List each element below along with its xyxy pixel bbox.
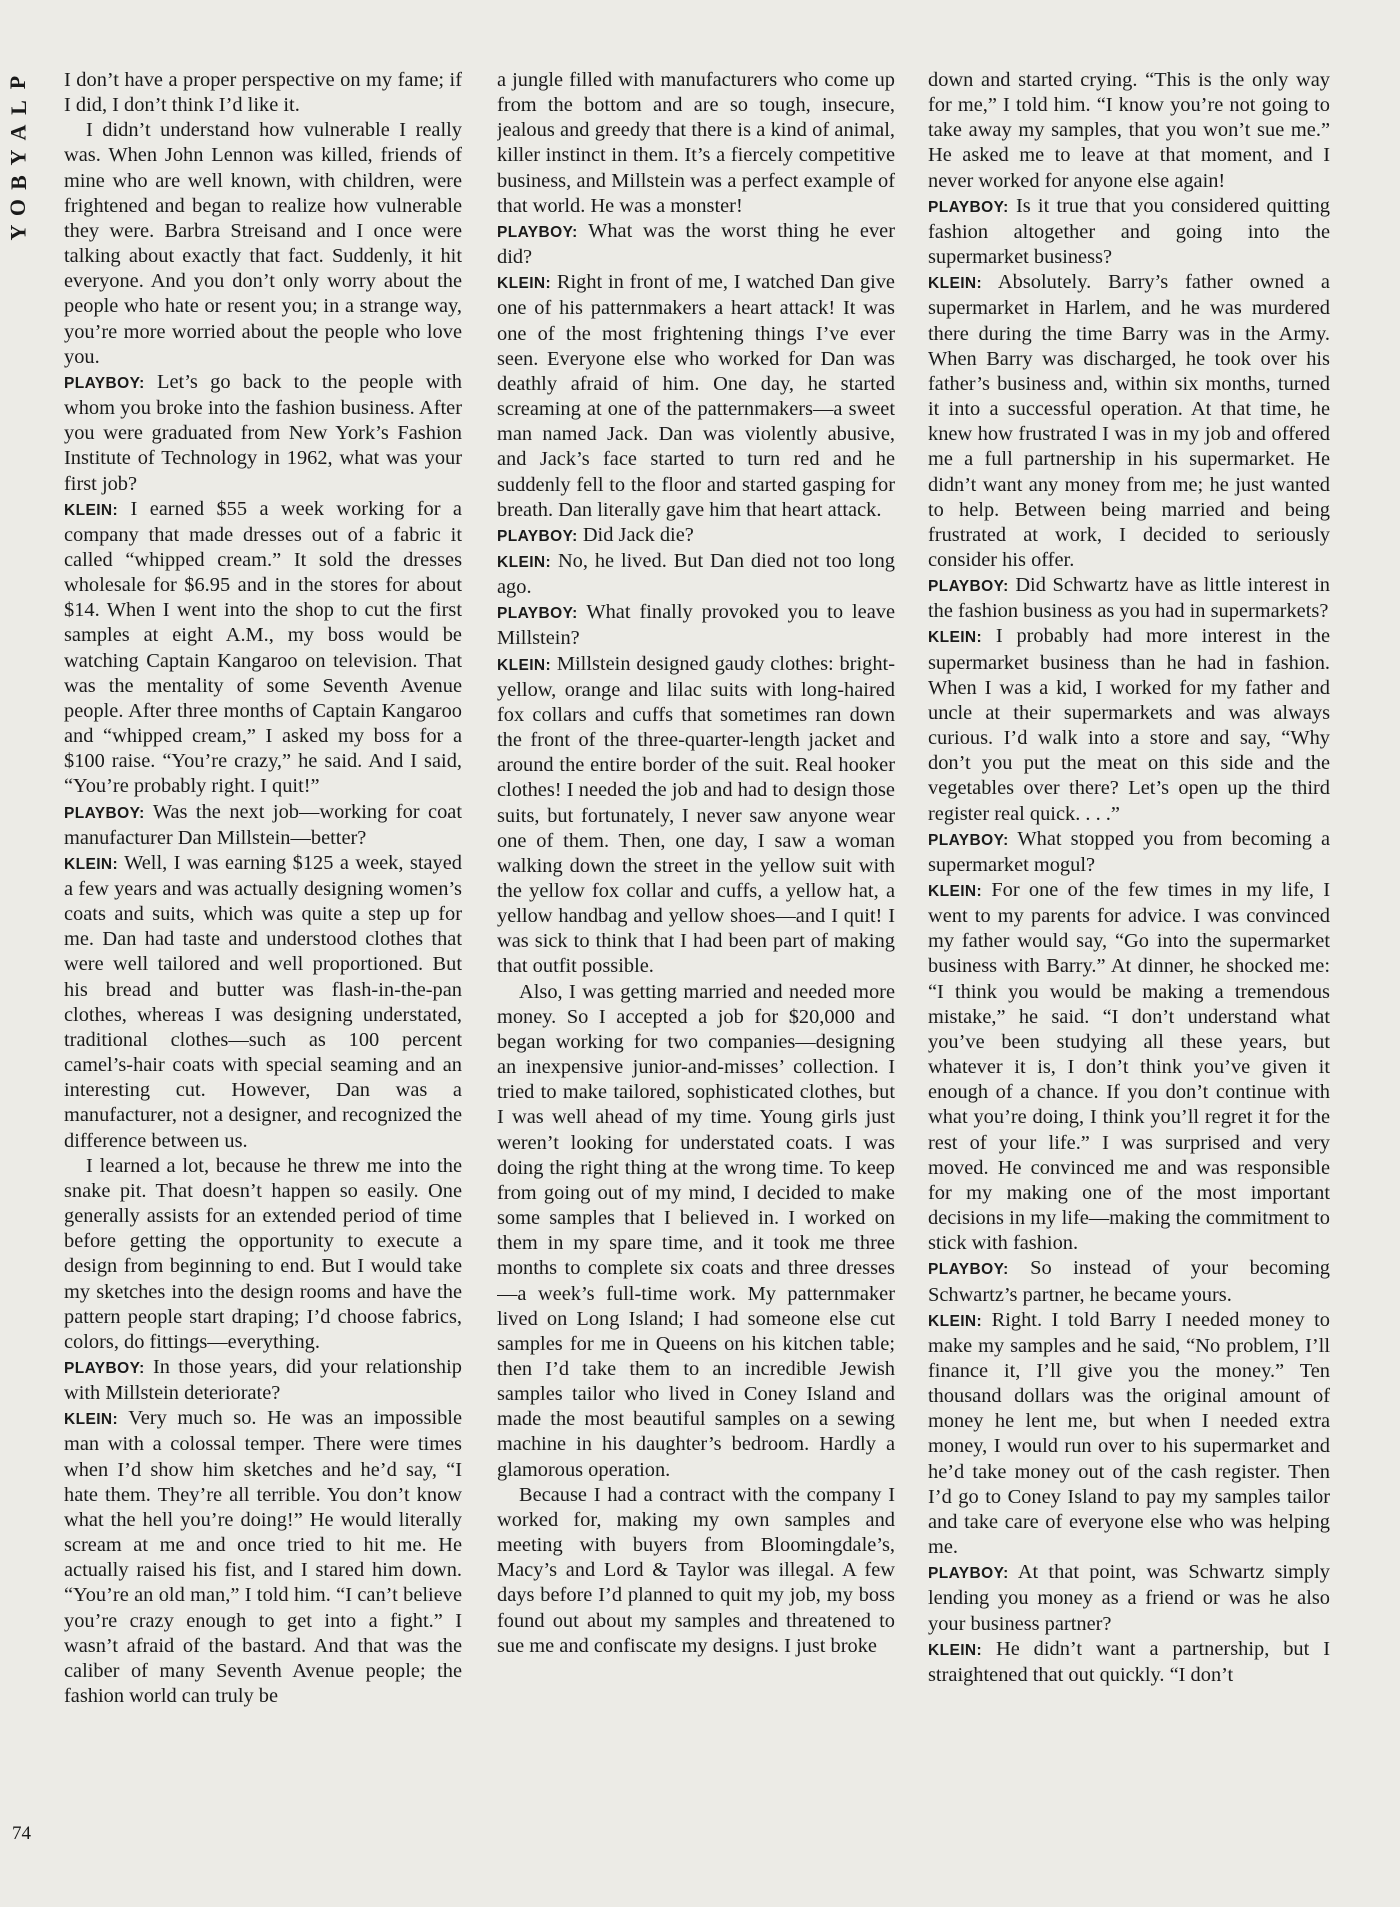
- paragraph-text: Well, I was earning $125 a week, stayed a few years and was actually designing women’s coats and suits, which was quite a step up for me. Dan had taste and understood clothes that were well tailored and well proportioned. But his bread and butter was flash-in-the-pan clothes, whereas I was designing understated, traditional clothes—such as 100 percent camel’s-hair coats with special seaming and an interesting cut. However, Dan was a manufacturer, not a designer, and recognized the difference between us.: [64, 851, 462, 1152]
- interview-question: [928, 1560, 1330, 1636]
- interview-question: [497, 600, 895, 651]
- sidebar-letter: O: [5, 198, 31, 217]
- sidebar-letter: Y: [5, 224, 31, 241]
- paragraph-text: I probably had more interest in the supermarket business than he had in fashion. When I was a kid, I worked for my father and uncle at their supermarkets and was always curious. I’d walk into a store and say, “Why don’t you put the meat on this side and the vegetables over there? Let’s open up the third register real quick. . . .”: [928, 625, 1330, 825]
- sidebar-letter: Y: [5, 149, 31, 166]
- interview-answer: [928, 270, 1330, 573]
- speaker-label: KLEIN:: [928, 629, 983, 647]
- paragraph-text: I didn’t understand how vulnerable I really was. When John Lennon was killed, friends of mine who are well known, with children, were frightened and began to realize how vulnerable they were. Barbra Streisand and I once were talking about exactly that fact. Suddenly, it hit everyone. And you don’t only worry about the people who hate or resent you; in a strange way, you’re more worried about the people who love you.: [64, 119, 462, 368]
- body-paragraph: [497, 68, 895, 219]
- interview-answer: [497, 549, 895, 600]
- speaker-label: PLAYBOY:: [928, 831, 1009, 849]
- speaker-label: KLEIN:: [928, 883, 983, 900]
- interview-answer: [64, 1406, 462, 1709]
- paragraph-text: What stopped you from becoming a supermarket mogul?: [928, 827, 1330, 876]
- body-paragraph: [928, 68, 1330, 194]
- interview-answer: [64, 851, 462, 1154]
- speaker-label: PLAYBOY:: [928, 198, 1009, 216]
- body-paragraph: [497, 980, 895, 1483]
- interview-question: [928, 827, 1330, 878]
- speaker-label: PLAYBOY:: [497, 223, 578, 241]
- paragraph-text: a jungle filled with manufacturers who come up from the bottom and are so tough, insecure, jealous and greedy that there is a kind of animal, killer instinct in them. It’s a fiercely competitive business, and Millstein was a perfect example of that world. He was a monster!: [497, 69, 895, 217]
- interview-question: [928, 194, 1330, 270]
- paragraph-text: What was the worst thing he ever did?: [497, 219, 895, 269]
- speaker-label: KLEIN:: [497, 275, 552, 293]
- interview-question: [928, 1256, 1330, 1307]
- paragraph-text: In those years, did your relationship with Millstein deteriorate?: [64, 1355, 462, 1405]
- paragraph-text: Very much so. He was an impossible man with a colossal temper. There were times when I’d show him sketches and he’d say, “I hate them. They’re all terrible. You don’t know what the hell you’re doing!” He would literally scream at me and once tried to hit me. He actually raised his fist, and I stared him down. “You’re an old man,” I told him. “I can’t believe you’re crazy enough to get into a fight.” I wasn’t afraid of the bastard. And that was the caliber of many Seventh Avenue people; the fashion world can truly be: [64, 1407, 462, 1707]
- interview-question: [64, 370, 462, 497]
- text-column-1: [64, 68, 462, 1868]
- paragraph-text: Let’s go back to the people with whom you broke into the fashion business. After you were graduated from New York’s Fashion Institute of Technology in 1962, what was your first job?: [64, 370, 462, 495]
- speaker-label: PLAYBOY:: [928, 1565, 1009, 1583]
- speaker-label: KLEIN:: [64, 1411, 119, 1429]
- text-column-3: [928, 68, 1330, 1868]
- sidebar-letter: L: [5, 100, 31, 115]
- speaker-label: PLAYBOY:: [64, 1359, 145, 1377]
- speaker-label: KLEIN:: [497, 656, 552, 674]
- paragraph-text: At that point, was Schwartz simply lending you money as a friend or was he also your business partner?: [928, 1561, 1330, 1635]
- interview-question: [64, 800, 462, 851]
- paragraph-text: Absolutely. Barry’s father owned a supermarket in Harlem, and he was murdered there during the time Barry was in the Army. When Barry was discharged, he took over his father’s business and, within six months, turned it into a successful operation. At that time, he knew how frustrated I was in my job and offered me a full partnership in his supermarket. He didn’t want any money from me; he just wanted to help. Between being married and being frustrated at work, I decided to seriously consider his offer.: [928, 271, 1330, 571]
- interview-answer: [497, 270, 895, 523]
- interview-question: [497, 523, 895, 549]
- interview-question: [928, 573, 1330, 624]
- speaker-label: KLEIN:: [497, 553, 552, 571]
- interview-answer: [497, 652, 895, 980]
- paragraph-text: Is it true that you considered quitting fashion altogether and going into the supermarket business?: [928, 194, 1330, 269]
- speaker-label: PLAYBOY:: [64, 374, 145, 392]
- interview-question: [497, 219, 895, 270]
- interview-answer: [928, 624, 1330, 826]
- speaker-label: KLEIN:: [64, 501, 119, 519]
- interview-answer: [928, 1637, 1330, 1688]
- interview-answer: [928, 1308, 1330, 1561]
- speaker-label: KLEIN:: [928, 1641, 983, 1659]
- paragraph-text: Right in front of me, I watched Dan give one of his patternmakers a heart attack! It was one of the most frightening things I’ve ever seen. Everyone else who worked for Dan was deathly afraid of him. One day, he started screaming at one of the patternmakers—a sweet man named Jack. Dan was violently abusive, and Jack’s face started to turn red and he suddenly fell to the floor and started gasping for breath. Dan literally gave him that heart attack.: [497, 271, 895, 521]
- paragraph-text: So instead of your becoming Schwartz’s partner, he became yours.: [928, 1257, 1330, 1306]
- body-paragraph: [64, 118, 462, 370]
- paragraph-text: Also, I was getting married and needed more money. So I accepted a job for $20,000 and began working for two companies—designing an inexpensive junior-and-misses’ collection. I tried to make tailored, sophisticated clothes, but I was well ahead of my time. Young girls just weren’t looking for understated coats. I was doing the right thing at the wrong time. To keep from going out of my mind, I decided to make some samples that I believed in. I worked on them in my spare time, and it took me three months to complete six coats and three dresses—a week’s full-time work. My patternmaker lived on Long Island; I had someone else cut samples for me in Queens on his kitchen table; then I’d take them to an incredible Jewish samples tailor who lived in Coney Island and made the most beautiful samples on a sewing machine in his daughter’s bedroom. Hardly a glamorous operation.: [497, 980, 895, 1481]
- paragraph-text: What finally provoked you to leave Millstein?: [497, 601, 895, 650]
- speaker-label: PLAYBOY:: [497, 605, 578, 623]
- speaker-label: PLAYBOY:: [928, 578, 1009, 596]
- paragraph-text: I earned $55 a week working for a company that made dresses out of a fabric it called “whipped cream.” It sold the dresses wholesale for $6.95 and in the stores for about $14. When I went into the shop to cut the first samples at eight A.M., my boss would be watching Captain Kangaroo on television. That was the mentality of some Seventh Avenue people. After three months of Captain Kangaroo and “whipped cream,” I asked my boss for a $100 raise. “You’re crazy,” he said. And I said, “You’re probably right. I quit!”: [64, 497, 462, 798]
- sidebar-letter: A: [5, 124, 31, 141]
- paragraph-text: Did Jack die?: [582, 523, 694, 546]
- speaker-label: PLAYBOY:: [64, 804, 145, 822]
- body-paragraph: [64, 68, 462, 118]
- speaker-label: PLAYBOY:: [497, 527, 578, 545]
- sidebar-letter: B: [5, 175, 31, 190]
- interview-answer: [928, 878, 1330, 1256]
- paragraph-text: Did Schwartz have as little interest in the fashion business as you had in supermarkets?: [928, 574, 1330, 623]
- paragraph-text: Because I had a contract with the company I worked for, making my own samples and meeting with buyers from Bloomingdale’s, Macy’s and Lord & Taylor was illegal. A few days before I’d planned to quit my job, my boss found out about my samples and threatened to sue me and confiscate my designs. I just broke: [497, 1483, 895, 1657]
- paragraph-text: For one of the few times in my life, I went to my parents for advice. I was convinced my father would say, “Go into the supermarket business with Barry.” At dinner, he shocked me: “I think you would be making a tremendous mistake,” he said. “I don’t understand what you’ve been studying all these years, but whatever it is, I don’t think you’ve given it enough of a chance. If you don’t continue with what you’re doing, I think you’ll regret it for the rest of your life.” I was surprised and very moved. He convinced me and was responsible for my making one of the most important decisions in my life—making the commitment to stick with fashion.: [928, 879, 1330, 1255]
- speaker-label: KLEIN:: [928, 1312, 983, 1330]
- page-number: 74: [12, 1823, 31, 1844]
- speaker-label: KLEIN:: [64, 855, 119, 873]
- speaker-label: PLAYBOY:: [928, 1261, 1009, 1279]
- paragraph-text: Was the next job—working for coat manufacturer Dan Millstein—better?: [64, 800, 462, 849]
- body-paragraph: [64, 1154, 462, 1355]
- interview-answer: [64, 497, 462, 800]
- paragraph-text: I don’t have a proper perspective on my fame; if I did, I don’t think I’d like it.: [64, 69, 462, 117]
- interview-question: [64, 1355, 462, 1406]
- magazine-sidebar-logo: [6, 70, 30, 245]
- sidebar-letter: P: [5, 75, 31, 90]
- body-paragraph: [497, 1483, 895, 1659]
- paragraph-text: No, he lived. But Dan died not too long ago.: [497, 549, 895, 599]
- paragraph-text: Right. I told Barry I needed money to make my samples and he said, “No problem, I’ll finance it, I’ll give you the money.” Ten thousand dollars was the original amount of money he lent me, but when I needed extra money, I would run over to his supermarket and he’d take money out of the cash register. Then I’d go to Coney Island to pay my samples tailor and take care of everyone else who was helping me.: [928, 1308, 1330, 1559]
- speaker-label: KLEIN:: [928, 275, 983, 293]
- paragraph-text: Millstein designed gaudy clothes: bright-yellow, orange and lilac suits with long-haired fox collars and cuffs that sometimes ran down the front of the three-quarter-length jacket and around the entire border of the suit. Real hooker clothes! I needed the job and had to design those suits, but fortunately, I never saw anyone wear one of them. Then, one day, I saw a woman walking down the street in the yellow suit with the yellow fox collar and cuffs, a yellow hat, a yellow handbag and yellow shoes—and I quit! I was sick to think that I had been part of making that outfit possible.: [497, 652, 895, 978]
- paragraph-text: He didn’t want a partnership, but I straightened that out quickly. “I don’t: [928, 1637, 1330, 1686]
- paragraph-text: I learned a lot, because he threw me into the snake pit. That doesn’t happen so easily. One generally assists for an extended period of time before getting the opportunity to execute a design from beginning to end. But I would take my sketches into the design rooms and have the pattern people start draping; I’d choose fabrics, colors, do fittings—everything.: [64, 1154, 462, 1353]
- paragraph-text: down and started crying. “This is the only way for me,” I told him. “I know you’re not going to take away my samples, that you won’t sue me.” He asked me to leave at that moment, and I never worked for anyone else again!: [928, 69, 1330, 192]
- text-column-2: [497, 68, 895, 1868]
